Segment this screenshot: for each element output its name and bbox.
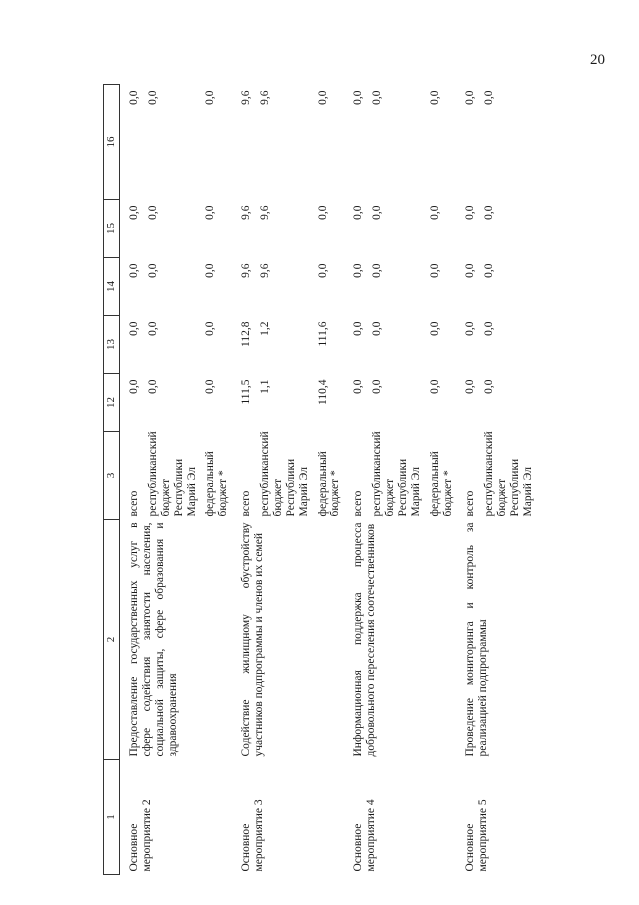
value-cell: 0,0 [428, 379, 441, 394]
header-cell: 15 [104, 200, 120, 258]
value-cell: 0,0 [464, 321, 477, 336]
value-cell: 0,0 [352, 321, 365, 336]
measure-description: Содействие жилищному обустройству участников подпрограммы и членов их семей [240, 522, 265, 757]
header-cell: 12 [104, 374, 120, 432]
table-row [120, 85, 143, 875]
value-cell: 0,0 [371, 90, 384, 105]
value-cell: 9,6 [259, 205, 271, 220]
value-cell: 0,0 [128, 205, 140, 220]
header-cell: 16 [104, 85, 120, 200]
value-cell: 0,0 [483, 90, 496, 105]
value-cell: 0,0 [204, 205, 217, 220]
page-number: 20 [590, 52, 605, 68]
value-cell: 0,0 [464, 263, 477, 278]
funding-source: федеральный бюджет * [428, 451, 454, 517]
value-cell: 0,0 [464, 379, 477, 394]
value-cell: 0,0 [128, 379, 140, 394]
measure-description: Предоставление государственных услуг в сфере содействия занятости населения, социальной защиты, сфере образования и здравоохранения [128, 522, 179, 757]
funding-source: всего [128, 490, 140, 517]
value-cell: 0,0 [371, 379, 384, 394]
value-cell: 9,6 [240, 90, 253, 105]
value-cell: 0,0 [483, 321, 496, 336]
funding-source: всего [464, 490, 477, 517]
value-cell: 9,6 [240, 205, 253, 220]
funding-source: федеральный бюджет * [204, 451, 230, 517]
value-cell: 0,0 [128, 321, 140, 336]
value-cell: 0,0 [352, 379, 365, 394]
value-cell: 0,0 [204, 90, 217, 105]
value-cell: 111,6 [316, 321, 329, 347]
value-cell: 0,0 [371, 321, 384, 336]
funding-source: всего [352, 490, 365, 517]
value-cell: 110,4 [316, 379, 329, 405]
value-cell: 0,0 [428, 90, 441, 105]
header-cell: 3 [104, 432, 120, 520]
measure-name: Основное мероприятие 5 [464, 799, 490, 872]
value-cell: 0,0 [464, 205, 477, 220]
value-cell: 0,0 [146, 205, 159, 220]
value-cell: 1,2 [259, 321, 271, 336]
rotated-table-container [103, 85, 534, 875]
measure-description: Информационная поддержка процесса добровольного переселения соотечественников [352, 522, 378, 757]
measure-name: Основное мероприятие 3 [240, 799, 265, 872]
funding-source: республиканский бюджет Республики Марий Эл [371, 431, 422, 517]
value-cell: 0,0 [428, 205, 441, 220]
value-cell: 0,0 [371, 263, 384, 278]
value-cell: 0,0 [204, 263, 217, 278]
value-cell: 0,0 [464, 90, 477, 105]
value-cell: 0,0 [204, 379, 217, 394]
value-cell: 0,0 [128, 90, 140, 105]
table-row [344, 85, 367, 875]
funding-source: республиканский бюджет Республики Марий Эл [483, 431, 534, 517]
value-cell: 0,0 [146, 90, 159, 105]
funding-source: всего [240, 490, 253, 517]
value-cell: 0,0 [371, 205, 384, 220]
value-cell: 0,0 [428, 321, 441, 336]
header-row [104, 85, 120, 875]
value-cell: 0,0 [316, 263, 329, 278]
table-row [456, 85, 479, 875]
funding-source: федеральный бюджет * [316, 451, 342, 517]
value-cell: 9,6 [240, 263, 253, 278]
header-cell: 14 [104, 258, 120, 316]
measure-description: Проведение мониторинга и контроль за реализацией подпрограммы [464, 522, 490, 757]
value-cell: 0,0 [146, 379, 159, 394]
value-cell: 0,0 [483, 205, 496, 220]
value-cell: 9,6 [259, 263, 271, 278]
table-body [120, 85, 537, 875]
value-cell: 112,8 [240, 321, 253, 347]
header-cell: 1 [104, 760, 120, 875]
funding-source: республиканский бюджет Республики Марий Эл [259, 431, 310, 517]
value-cell: 111,5 [240, 379, 253, 405]
value-cell: 0,0 [483, 379, 496, 394]
value-cell: 0,0 [352, 205, 365, 220]
funding-source: республиканский бюджет Республики Марий Эл [146, 431, 198, 517]
value-cell: 0,0 [128, 263, 140, 278]
table-row [232, 85, 255, 875]
value-cell: 0,0 [428, 263, 441, 278]
value-cell: 0,0 [352, 263, 365, 278]
measure-name: Основное мероприятие 4 [352, 799, 378, 872]
value-cell: 9,6 [259, 90, 271, 105]
header-cell: 13 [104, 316, 120, 374]
value-cell: 1,1 [259, 379, 271, 394]
budget-table [103, 84, 537, 875]
header-cell: 2 [104, 520, 120, 760]
value-cell: 0,0 [483, 263, 496, 278]
value-cell: 0,0 [316, 205, 329, 220]
value-cell: 0,0 [146, 263, 159, 278]
value-cell: 0,0 [146, 321, 159, 336]
value-cell: 0,0 [316, 90, 329, 105]
value-cell: 0,0 [204, 321, 217, 336]
value-cell: 0,0 [352, 90, 365, 105]
measure-name: Основное мероприятие 2 [128, 799, 153, 872]
